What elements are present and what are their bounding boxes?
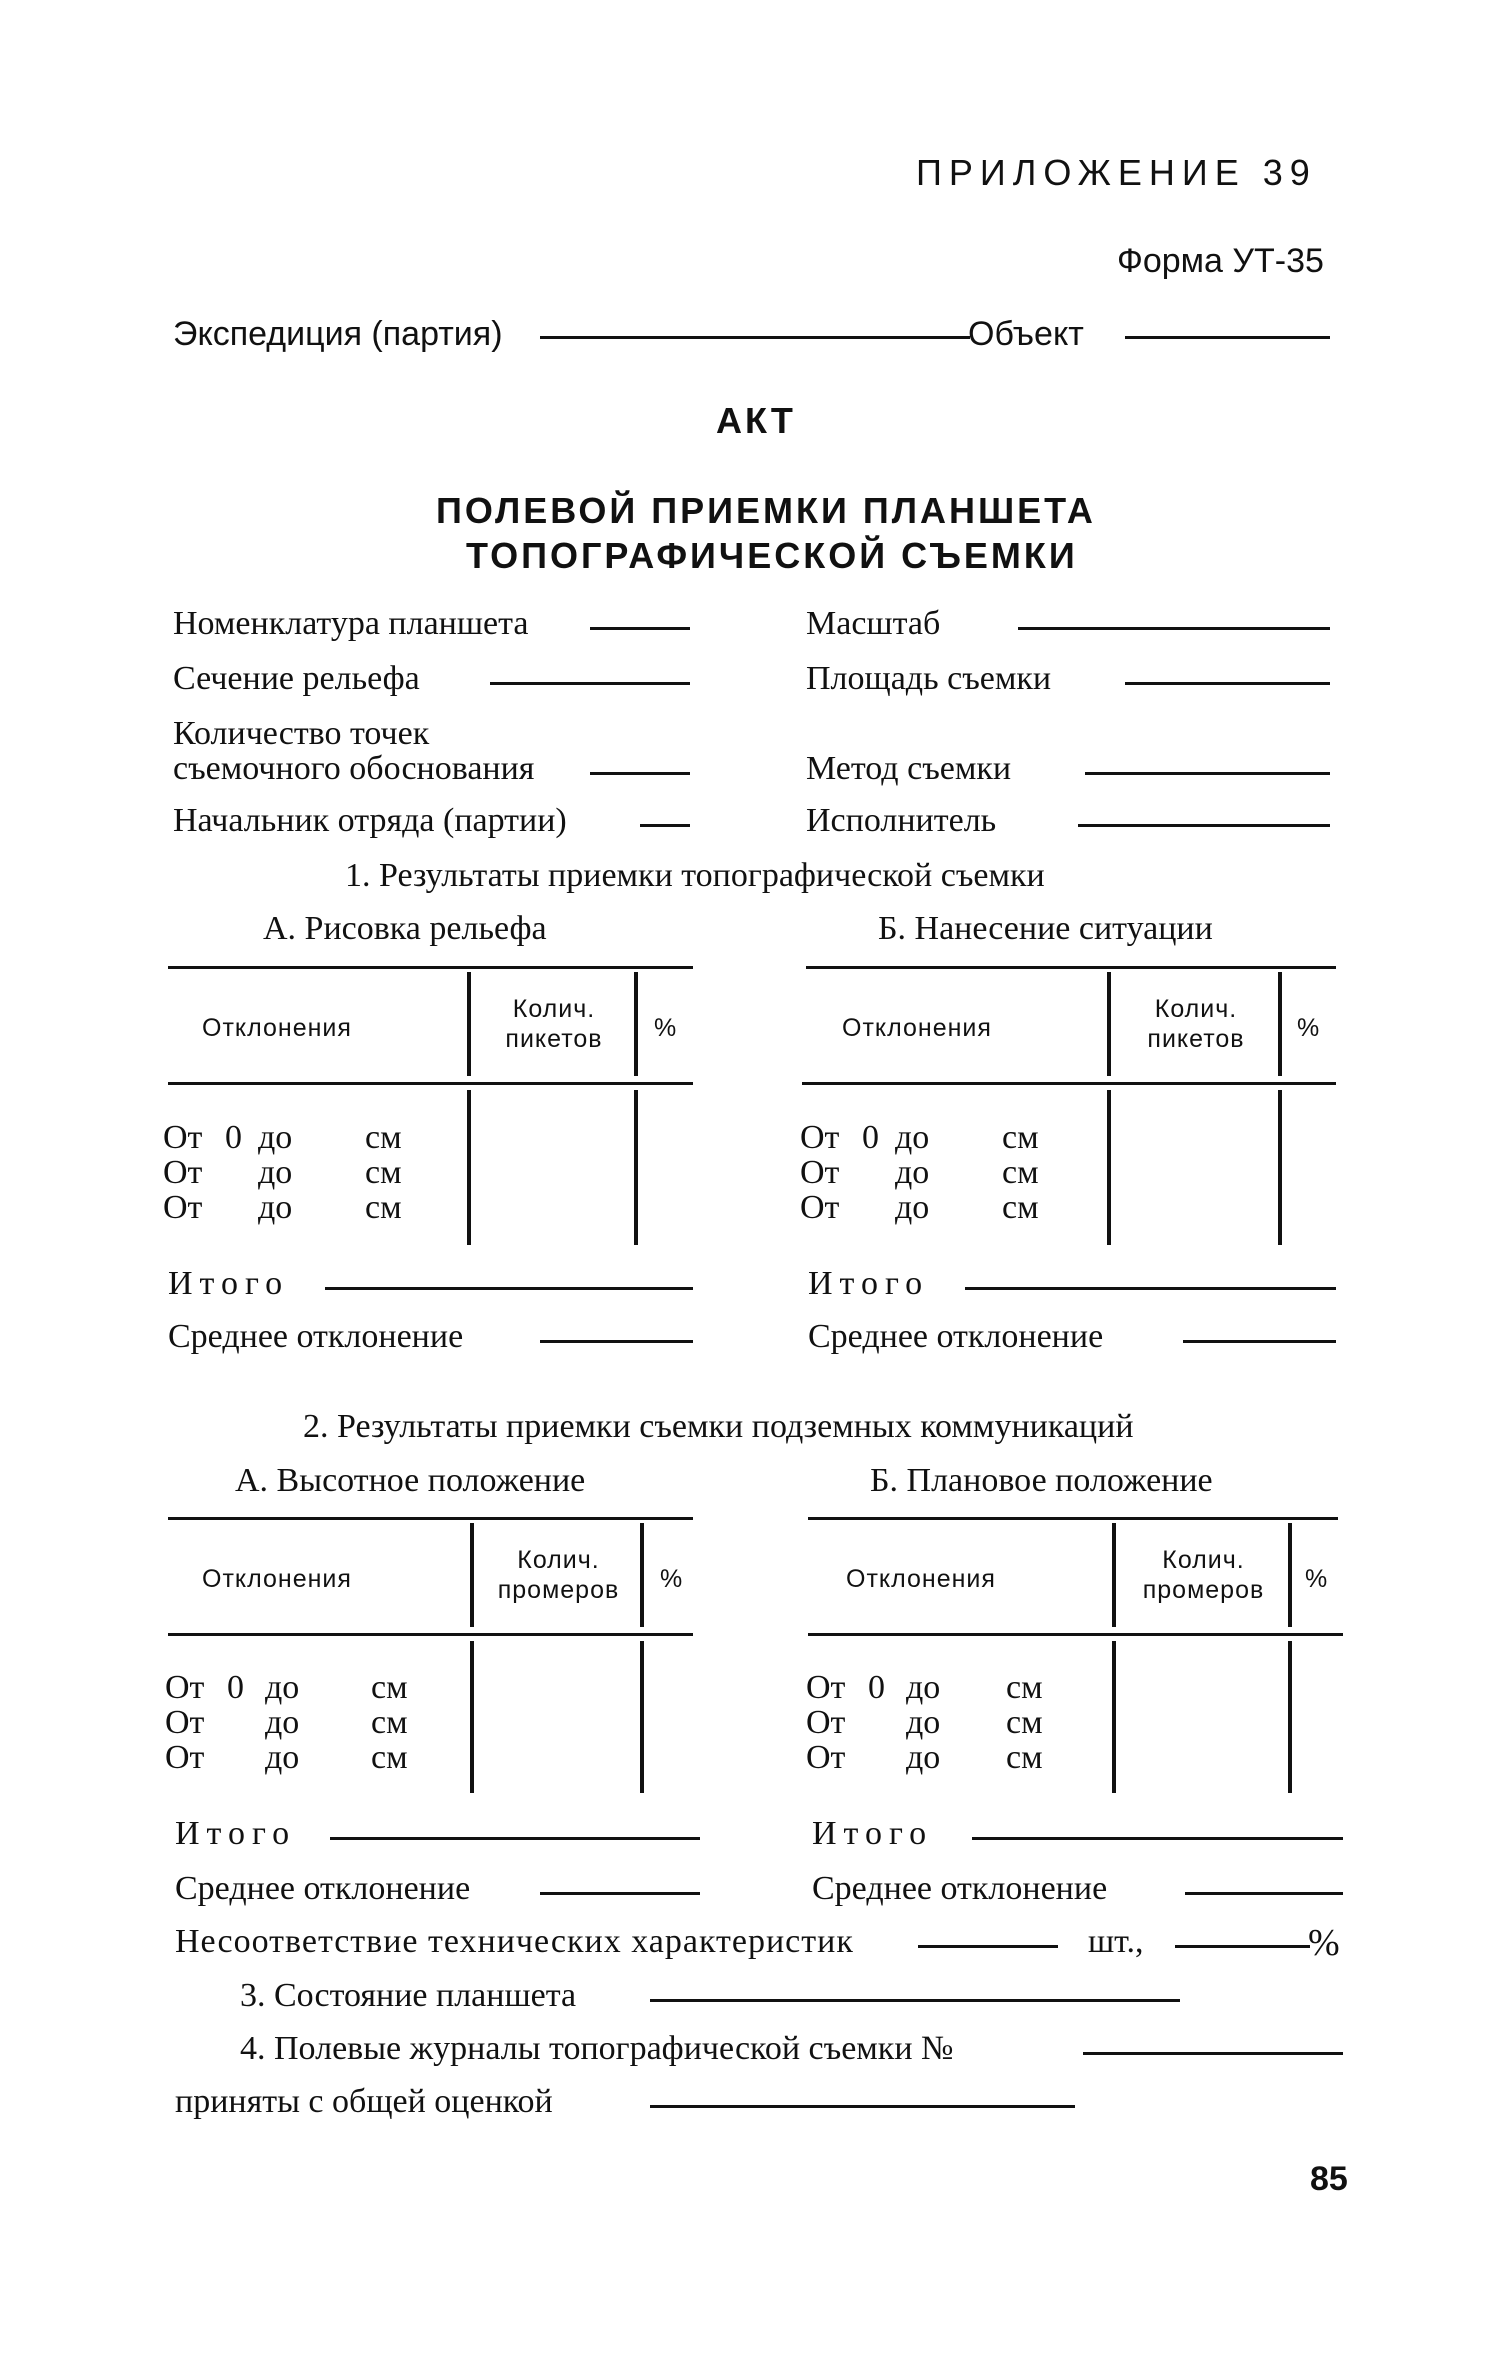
section2-heading: 2. Результаты приемки съемки подземных коммуникаций <box>303 1408 1134 1445</box>
table-col-divider <box>634 972 638 1076</box>
table-col-divider <box>1107 1090 1111 1245</box>
col-count-line-2: промеров <box>497 1576 620 1604</box>
mismatch-blank <box>918 1945 1058 1948</box>
table-col-divider <box>640 1641 644 1793</box>
table2b-caption: Б. Плановое положение <box>870 1462 1213 1499</box>
points-count-label-2: съемочного обоснования <box>173 750 535 787</box>
row-start: 0 <box>227 1669 244 1706</box>
row-from: От <box>800 1119 840 1156</box>
row-from: От <box>165 1669 205 1706</box>
percent-blank <box>1175 1945 1310 1948</box>
points-count-label-1: Количество точек <box>173 715 430 752</box>
accepted-blank <box>650 2105 1075 2108</box>
row-unit: см <box>371 1739 408 1776</box>
performer-label: Исполнитель <box>806 802 997 839</box>
state-blank <box>650 1999 1180 2002</box>
table-top-rule <box>806 966 1336 969</box>
col-percent: % <box>1297 1014 1321 1042</box>
chief-label: Начальник отряда (партии) <box>173 802 567 839</box>
relief-section-label: Сечение рельефа <box>173 660 420 697</box>
row-to: до <box>895 1189 930 1226</box>
col-deviations: Отклонения <box>842 1014 992 1042</box>
col-count-line-2: пикетов <box>1147 1025 1245 1053</box>
nomenclature-blank <box>590 627 690 630</box>
section1-heading: 1. Результаты приемки топографической съемки <box>345 857 1045 894</box>
survey-method-blank <box>1085 772 1330 775</box>
col-deviations: Отклонения <box>846 1565 996 1593</box>
col-percent: % <box>660 1565 684 1593</box>
table-col-divider <box>1107 972 1111 1076</box>
relief-section-blank <box>490 682 690 685</box>
chief-blank <box>640 824 690 827</box>
pieces-label: шт., <box>1088 1923 1144 1960</box>
col-count <box>1119 1545 1288 1605</box>
appendix-label: ПРИЛОЖЕНИЕ 39 <box>916 152 1317 193</box>
nomenclature-label: Номенклатура планшета <box>173 605 529 642</box>
total-1b-label: Итого <box>808 1265 930 1302</box>
table-header-rule <box>168 1633 693 1636</box>
total-2b-blank <box>972 1837 1343 1840</box>
journals-blank <box>1083 2052 1343 2055</box>
act-subtitle-2: ТОПОГРАФИЧЕСКОЙ СЪЕМКИ <box>466 535 1078 576</box>
row-to: до <box>906 1739 941 1776</box>
act-subtitle-1: ПОЛЕВОЙ ПРИЕМКИ ПЛАНШЕТА <box>436 490 1096 531</box>
col-count <box>477 1545 640 1605</box>
row-unit: см <box>365 1189 402 1226</box>
mean-1b-blank <box>1183 1340 1336 1343</box>
table-col-divider <box>470 1641 474 1793</box>
row-unit: см <box>1006 1739 1043 1776</box>
col-count-line-1: Колич. <box>517 1546 600 1574</box>
state-label: 3. Состояние планшета <box>240 1977 577 2014</box>
expedition-label: Экспедиция (партия) <box>173 315 503 353</box>
col-count <box>474 994 634 1054</box>
row-unit: см <box>365 1154 402 1191</box>
col-count-line-1: Колич. <box>1162 1546 1245 1574</box>
row-unit: см <box>1006 1669 1043 1706</box>
table-col-divider <box>640 1523 644 1627</box>
row-from: От <box>800 1154 840 1191</box>
row-from: От <box>163 1189 203 1226</box>
form-code: Форма УТ-35 <box>1117 242 1324 280</box>
row-unit: см <box>365 1119 402 1156</box>
scale-label: Масштаб <box>806 605 941 642</box>
row-to: до <box>258 1154 293 1191</box>
row-unit: см <box>1006 1704 1043 1741</box>
row-from: От <box>163 1119 203 1156</box>
row-from: От <box>806 1704 846 1741</box>
row-unit: см <box>371 1669 408 1706</box>
table-col-divider <box>1288 1523 1292 1627</box>
performer-blank <box>1078 824 1330 827</box>
mean-1a-label: Среднее отклонение <box>168 1318 464 1355</box>
table-top-rule <box>168 1517 693 1520</box>
row-to: до <box>265 1704 300 1741</box>
col-deviations: Отклонения <box>202 1014 352 1042</box>
table-col-divider <box>1278 1090 1282 1245</box>
points-count-blank <box>590 772 690 775</box>
row-from: От <box>806 1739 846 1776</box>
row-from: От <box>800 1189 840 1226</box>
total-2b-label: Итого <box>812 1815 934 1852</box>
row-start: 0 <box>225 1119 242 1156</box>
mean-2b-label: Среднее отклонение <box>812 1870 1108 1907</box>
survey-area-label: Площадь съемки <box>806 660 1052 697</box>
row-to: до <box>265 1739 300 1776</box>
table1b-caption: Б. Нанесение ситуации <box>878 910 1213 947</box>
table-col-divider <box>470 1523 474 1627</box>
row-unit: см <box>1002 1154 1039 1191</box>
col-deviations: Отклонения <box>202 1565 352 1593</box>
row-from: От <box>806 1669 846 1706</box>
row-to: до <box>895 1119 930 1156</box>
row-from: От <box>165 1704 205 1741</box>
col-count-line-2: пикетов <box>505 1025 603 1053</box>
table-header-rule <box>808 1633 1343 1636</box>
mismatch-label: Несоответствие технических характеристик <box>175 1923 854 1960</box>
mean-2a-blank <box>540 1892 700 1895</box>
expedition-blank <box>540 336 970 339</box>
table-col-divider <box>1288 1641 1292 1793</box>
table-header-rule <box>168 1082 693 1085</box>
row-to: до <box>906 1669 941 1706</box>
act-title: АКТ <box>716 400 796 441</box>
table-col-divider <box>634 1090 638 1245</box>
row-start: 0 <box>868 1669 885 1706</box>
row-to: до <box>265 1669 300 1706</box>
survey-method-label: Метод съемки <box>806 750 1012 787</box>
table-col-divider <box>1112 1523 1116 1627</box>
total-1b-blank <box>965 1287 1336 1290</box>
table-col-divider <box>467 1090 471 1245</box>
row-from: От <box>165 1739 205 1776</box>
table2a-caption: А. Высотное положение <box>235 1462 586 1499</box>
mean-2b-blank <box>1185 1892 1343 1895</box>
mean-1a-blank <box>540 1340 693 1343</box>
total-2a-label: Итого <box>175 1815 297 1852</box>
col-count-line-1: Колич. <box>512 995 596 1023</box>
mean-1b-label: Среднее отклонение <box>808 1318 1104 1355</box>
col-count-line-1: Колич. <box>1154 995 1238 1023</box>
row-to: до <box>895 1154 930 1191</box>
row-unit: см <box>1002 1189 1039 1226</box>
scale-blank <box>1018 627 1330 630</box>
mean-2a-label: Среднее отклонение <box>175 1870 471 1907</box>
object-label: Объект <box>968 315 1084 353</box>
total-1a-blank <box>325 1287 693 1290</box>
accepted-label: приняты с общей оценкой <box>175 2083 553 2120</box>
table-top-rule <box>808 1517 1338 1520</box>
page-number: 85 <box>1310 2160 1348 2198</box>
total-2a-blank <box>330 1837 700 1840</box>
row-unit: см <box>1002 1119 1039 1156</box>
row-unit: см <box>371 1704 408 1741</box>
row-to: до <box>258 1189 293 1226</box>
object-blank <box>1125 336 1330 339</box>
table-col-divider <box>1278 972 1282 1076</box>
journals-label: 4. Полевые журналы топографической съемки № <box>240 2030 954 2067</box>
table-top-rule <box>168 966 693 969</box>
table-header-rule <box>802 1082 1336 1085</box>
table-col-divider <box>467 972 471 1076</box>
col-count-line-2: промеров <box>1142 1576 1265 1604</box>
row-to: до <box>258 1119 293 1156</box>
percent-label: % <box>1308 1922 1340 1964</box>
col-percent: % <box>1305 1565 1329 1593</box>
row-start: 0 <box>862 1119 879 1156</box>
total-1a-label: Итого <box>168 1265 290 1302</box>
row-from: От <box>163 1154 203 1191</box>
col-percent: % <box>654 1014 678 1042</box>
table1a-caption: А. Рисовка рельефа <box>263 910 547 947</box>
row-to: до <box>906 1704 941 1741</box>
survey-area-blank <box>1125 682 1330 685</box>
col-count <box>1114 994 1278 1054</box>
table-col-divider <box>1112 1641 1116 1793</box>
